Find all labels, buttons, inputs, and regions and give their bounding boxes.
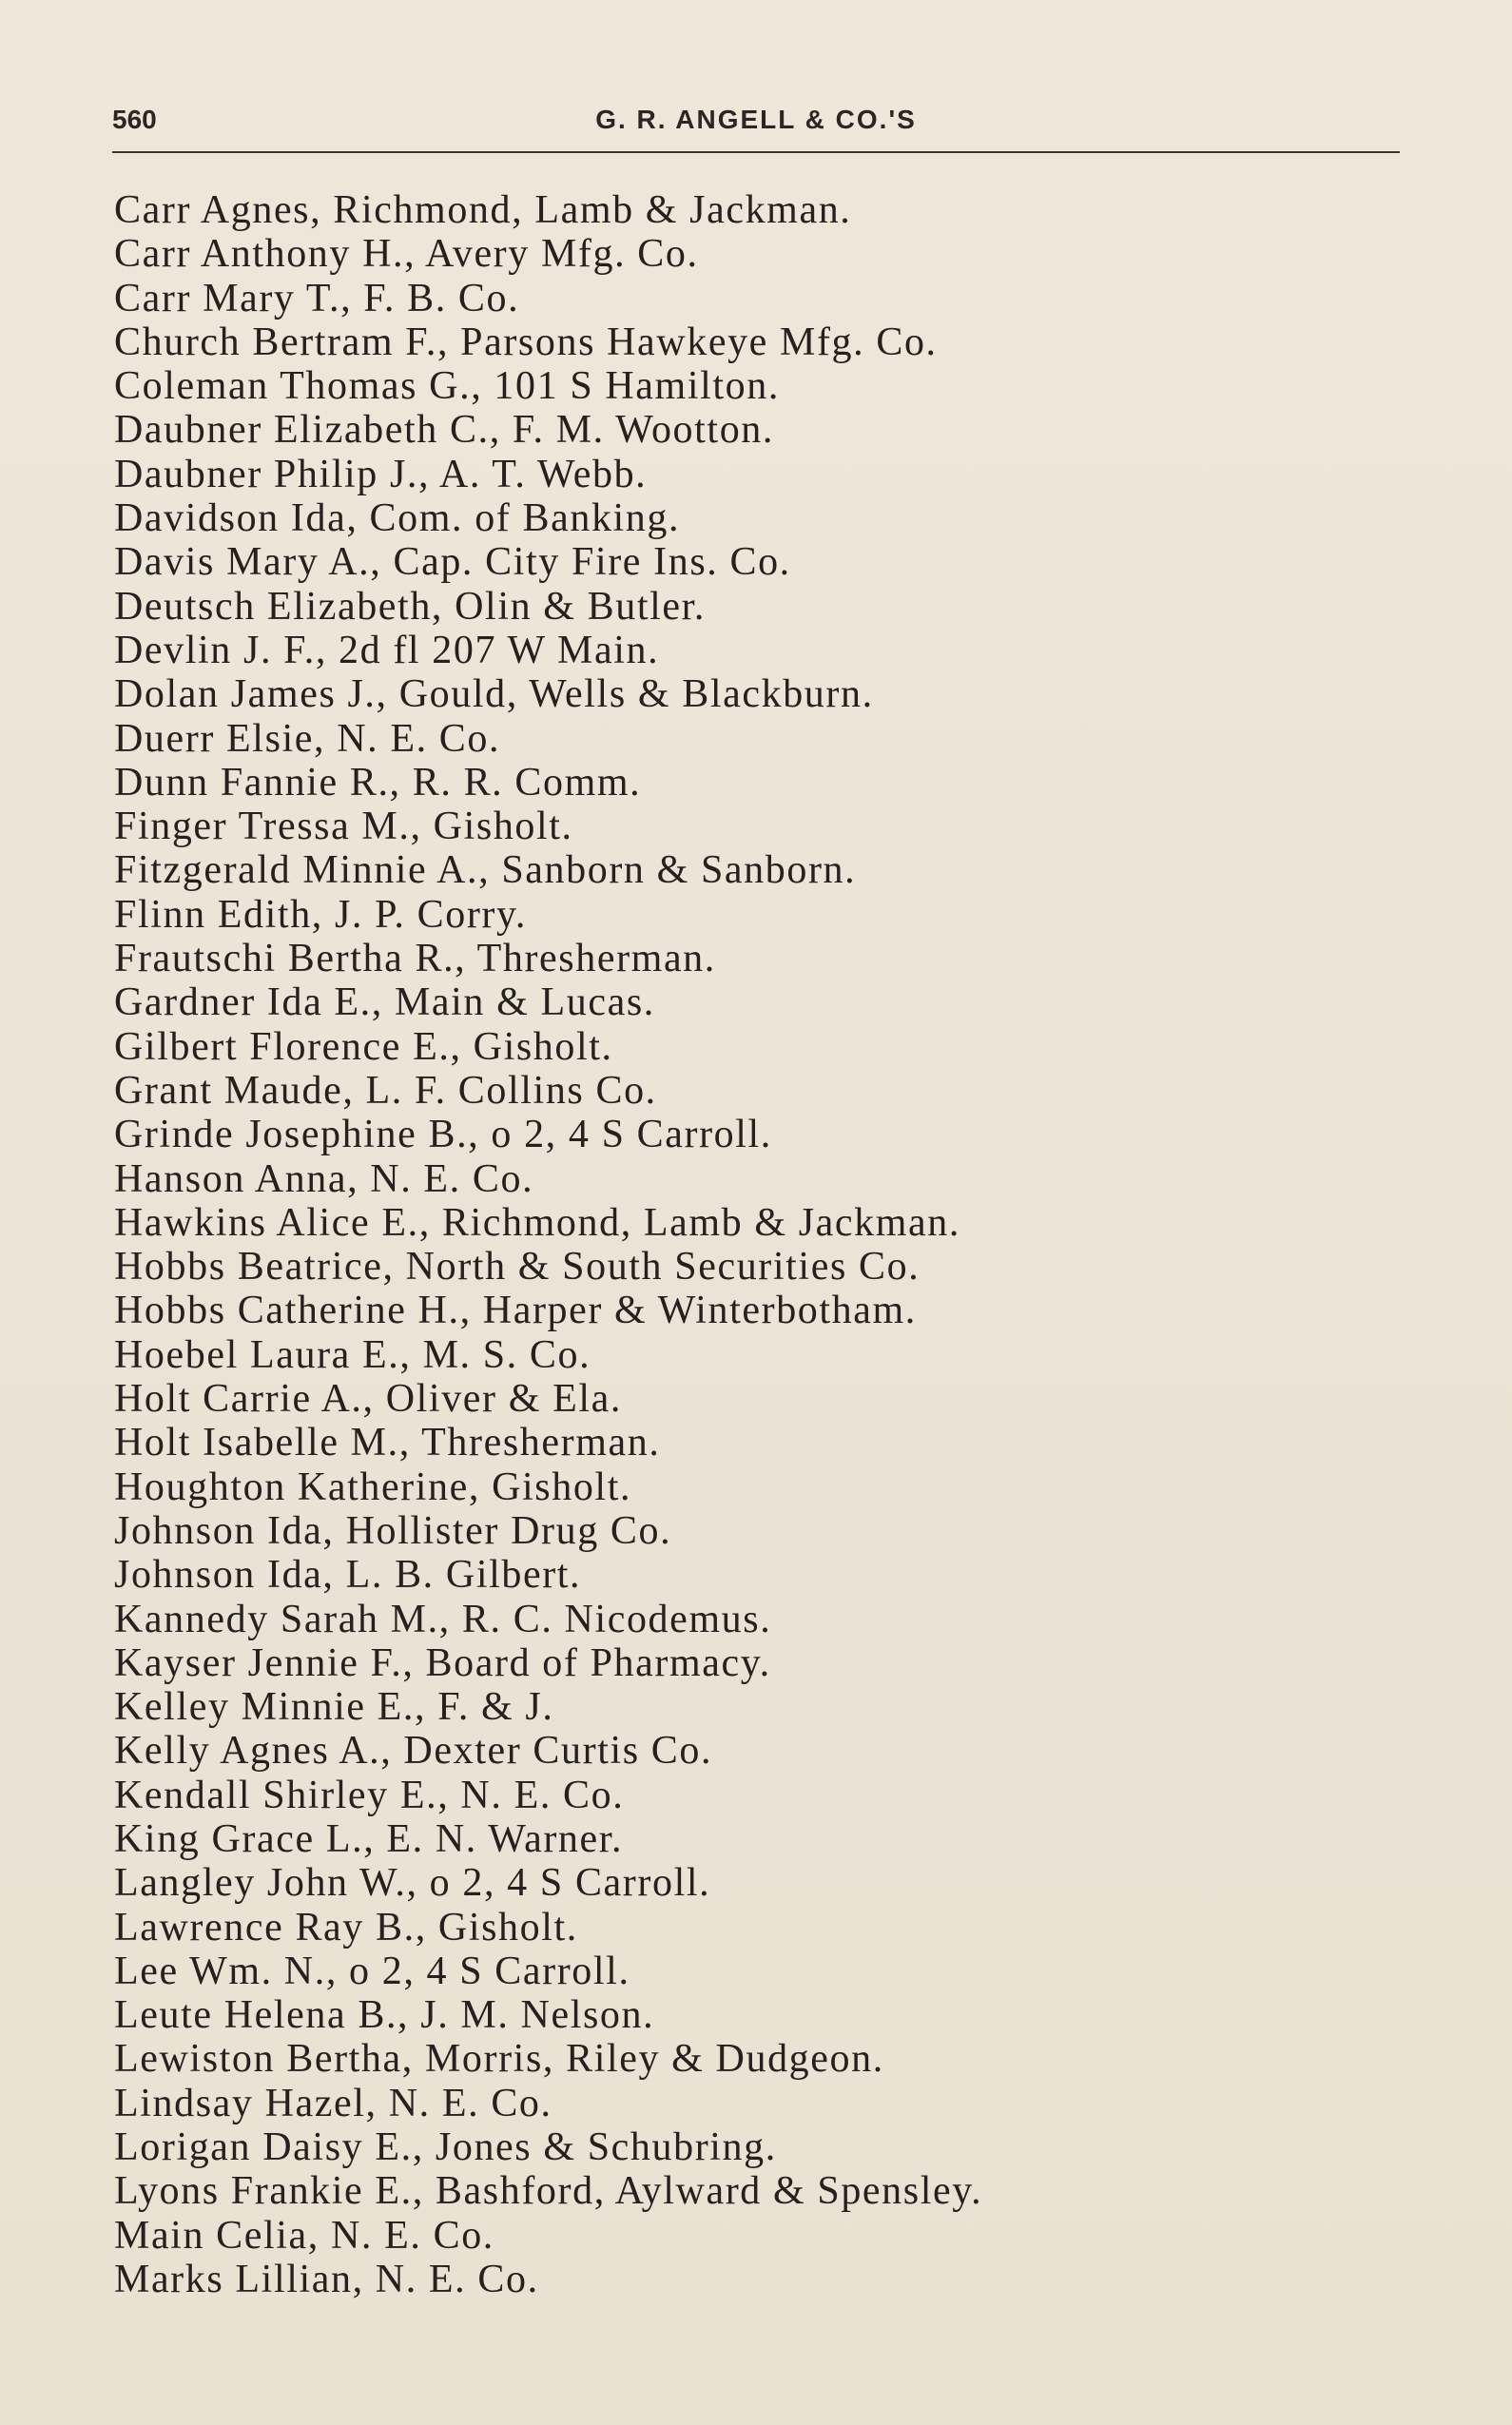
directory-entry: Gardner Ida E., Main & Lucas. (114, 980, 655, 1025)
directory-entry: Grant Maude, L. F. Collins Co. (114, 1068, 657, 1113)
directory-entry: King Grace L., E. N. Warner. (114, 1816, 624, 1861)
directory-entry: Hawkins Alice E., Richmond, Lamb & Jackman. (114, 1200, 960, 1245)
directory-entry: Fitzgerald Minnie A., Sanborn & Sanborn. (114, 848, 857, 893)
directory-entry: Dolan James J., Gould, Wells & Blackburn. (114, 672, 874, 717)
directory-entry: Langley John W., o 2, 4 S Carroll. (114, 1861, 711, 1906)
directory-entry: Main Celia, N. E. Co. (114, 2213, 494, 2258)
directory-entry: Daubner Philip J., A. T. Webb. (114, 452, 648, 496)
directory-entry: Carr Mary T., F. B. Co. (114, 276, 520, 320)
directory-entry: Hanson Anna, N. E. Co. (114, 1156, 534, 1201)
directory-entry: Church Bertram F., Parsons Hawkeye Mfg. Co. (114, 320, 938, 364)
directory-entry: Lee Wm. N., o 2, 4 S Carroll. (114, 1949, 630, 1993)
directory-entry: Devlin J. F., 2d fl 207 W Main. (114, 628, 660, 672)
directory-entry: Kelly Agnes A., Dexter Curtis Co. (114, 1729, 713, 1774)
directory-entry: Lewiston Bertha, Morris, Riley & Dudgeon. (114, 2037, 884, 2082)
page-header (112, 105, 1400, 143)
directory-entry: Lawrence Ray B., Gisholt. (114, 1905, 578, 1950)
directory-entry: Hobbs Catherine H., Harper & Winterbotham. (114, 1289, 917, 1333)
directory-entry: Carr Agnes, Richmond, Lamb & Jackman. (114, 188, 852, 232)
directory-entry: Hoebel Laura E., M. S. Co. (114, 1332, 591, 1377)
directory-entry: Kannedy Sarah M., R. C. Nicodemus. (114, 1597, 772, 1641)
directory-entry: Hobbs Beatrice, North & South Securities Co. (114, 1245, 921, 1290)
directory-entry: Davidson Ida, Com. of Banking. (114, 496, 681, 541)
directory-entry: Johnson Ida, Hollister Drug Co. (114, 1508, 672, 1553)
directory-entries (114, 188, 1407, 2301)
directory-entry: Marks Lillian, N. E. Co. (114, 2257, 539, 2301)
directory-entry: Kayser Jennie F., Board of Pharmacy. (114, 1640, 771, 1685)
directory-entry: Flinn Edith, J. P. Corry. (114, 892, 527, 937)
directory-entry: Daubner Elizabeth C., F. M. Wootton. (114, 408, 774, 453)
directory-entry: Carr Anthony H., Avery Mfg. Co. (114, 232, 699, 277)
directory-entry: Holt Isabelle M., Thresherman. (114, 1421, 661, 1465)
directory-entry: Houghton Katherine, Gisholt. (114, 1465, 632, 1509)
directory-entry: Duerr Elsie, N. E. Co. (114, 716, 501, 761)
directory-entry: Frautschi Bertha R., Thresherman. (114, 937, 716, 981)
directory-entry: Lindsay Hazel, N. E. Co. (114, 2081, 552, 2125)
directory-entry: Deutsch Elizabeth, Olin & Butler. (114, 584, 707, 629)
directory-entry: Coleman Thomas G., 101 S Hamilton. (114, 364, 780, 409)
directory-entry: Johnson Ida, L. B. Gilbert. (114, 1553, 582, 1598)
directory-entry: Holt Carrie A., Oliver & Ela. (114, 1377, 622, 1422)
directory-entry: Davis Mary A., Cap. City Fire Ins. Co. (114, 540, 791, 585)
directory-entry: Grinde Josephine B., o 2, 4 S Carroll. (114, 1113, 772, 1157)
directory-entry: Leute Helena B., J. M. Nelson. (114, 1993, 655, 2038)
directory-entry: Gilbert Florence E., Gisholt. (114, 1024, 613, 1069)
running-head: G. R. ANGELL & CO.'S (595, 105, 917, 134)
directory-entry: Kendall Shirley E., N. E. Co. (114, 1773, 625, 1817)
directory-entry: Dunn Fannie R., R. R. Comm. (114, 760, 642, 805)
page-number: 560 (112, 105, 157, 134)
directory-entry: Lyons Frankie E., Bashford, Aylward & Spensley. (114, 2169, 983, 2214)
header-rule (112, 151, 1400, 153)
directory-entry: Kelley Minnie E., F. & J. (114, 1685, 554, 1730)
directory-entry: Lorigan Daisy E., Jones & Schubring. (114, 2125, 777, 2170)
directory-entry: Finger Tressa M., Gisholt. (114, 805, 573, 849)
